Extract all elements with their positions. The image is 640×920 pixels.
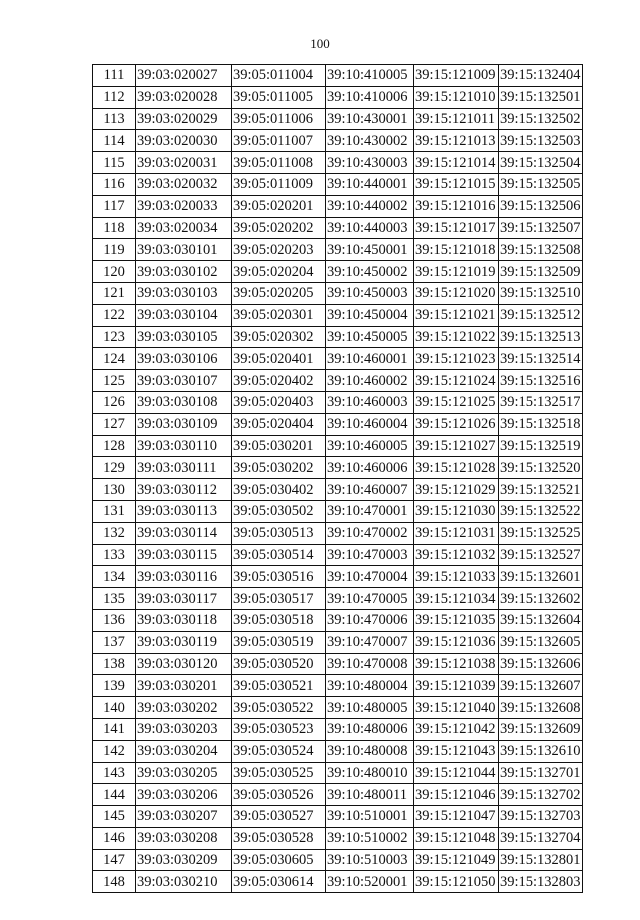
table-cell-code-col-5: 39:15:132522	[499, 500, 583, 522]
table-cell-code-col-5: 39:15:132606	[499, 653, 583, 675]
table-cell-code-col-1: 39:03:030111	[136, 457, 232, 479]
table-cell-row-number: 133	[93, 544, 136, 566]
table-cell-row-number: 131	[93, 500, 136, 522]
table-cell-code-col-2: 39:05:020402	[232, 370, 326, 392]
table-row	[93, 130, 583, 152]
table-row	[93, 522, 583, 544]
table-row	[93, 500, 583, 522]
table-cell-row-number: 139	[93, 675, 136, 697]
table-row	[93, 304, 583, 326]
table-cell-code-col-1: 39:03:020033	[136, 195, 232, 217]
table-cell-row-number: 148	[93, 871, 136, 893]
table-cell-code-col-5: 39:15:132505	[499, 173, 583, 195]
table-row	[93, 675, 583, 697]
table-cell-code-col-4: 39:15:121044	[414, 762, 499, 784]
table-cell-code-col-5: 39:15:132520	[499, 457, 583, 479]
table-cell-code-col-4: 39:15:121015	[414, 173, 499, 195]
table-cell-code-col-4: 39:15:121022	[414, 326, 499, 348]
table-row	[93, 631, 583, 653]
table-cell-code-col-5: 39:15:132517	[499, 391, 583, 413]
table-cell-code-col-2: 39:05:011005	[232, 86, 326, 108]
table-cell-code-col-5: 39:15:132513	[499, 326, 583, 348]
table-cell-code-col-1: 39:03:030208	[136, 827, 232, 849]
table-cell-code-col-5: 39:15:132801	[499, 849, 583, 871]
table-cell-code-col-3: 39:10:430002	[326, 130, 414, 152]
table-row	[93, 195, 583, 217]
table-cell-code-col-1: 39:03:030206	[136, 784, 232, 806]
table-cell-code-col-2: 39:05:020403	[232, 391, 326, 413]
table-row	[93, 588, 583, 610]
table-cell-code-col-1: 39:03:030114	[136, 522, 232, 544]
table-cell-code-col-1: 39:03:030119	[136, 631, 232, 653]
table-cell-code-col-3: 39:10:480006	[326, 718, 414, 740]
table-cell-code-col-2: 39:05:030201	[232, 435, 326, 457]
table-cell-row-number: 140	[93, 697, 136, 719]
table-cell-code-col-2: 39:05:030519	[232, 631, 326, 653]
table-cell-code-col-2: 39:05:020201	[232, 195, 326, 217]
page-number: 100	[310, 36, 330, 51]
table-cell-code-col-1: 39:03:030207	[136, 806, 232, 828]
table-cell-code-col-1: 39:03:030209	[136, 849, 232, 871]
table-cell-code-col-2: 39:05:030527	[232, 806, 326, 828]
table-cell-code-col-4: 39:15:121032	[414, 544, 499, 566]
table-cell-code-col-2: 39:05:020401	[232, 348, 326, 370]
table-cell-row-number: 143	[93, 762, 136, 784]
table-cell-code-col-4: 39:15:121009	[414, 65, 499, 87]
table-cell-code-col-3: 39:10:470006	[326, 609, 414, 631]
table-row	[93, 108, 583, 130]
table-cell-code-col-5: 39:15:132509	[499, 261, 583, 283]
table-cell-code-col-3: 39:10:480011	[326, 784, 414, 806]
table-row	[93, 173, 583, 195]
table-cell-code-col-5: 39:15:132803	[499, 871, 583, 893]
table-cell-code-col-5: 39:15:132504	[499, 152, 583, 174]
table-cell-row-number: 129	[93, 457, 136, 479]
table-cell-code-col-5: 39:15:132609	[499, 718, 583, 740]
table-row	[93, 762, 583, 784]
table-cell-code-col-2: 39:05:030202	[232, 457, 326, 479]
table-cell-code-col-4: 39:15:121036	[414, 631, 499, 653]
table-cell-code-col-5: 39:15:132601	[499, 566, 583, 588]
table-cell-code-col-1: 39:03:020032	[136, 173, 232, 195]
table-cell-code-col-2: 39:05:030521	[232, 675, 326, 697]
table-cell-code-col-4: 39:15:121024	[414, 370, 499, 392]
table-cell-row-number: 112	[93, 86, 136, 108]
table-cell-code-col-3: 39:10:470004	[326, 566, 414, 588]
table-cell-code-col-3: 39:10:470001	[326, 500, 414, 522]
table-cell-code-col-3: 39:10:480008	[326, 740, 414, 762]
table-cell-code-col-2: 39:05:030516	[232, 566, 326, 588]
table-cell-code-col-1: 39:03:030120	[136, 653, 232, 675]
table-cell-row-number: 113	[93, 108, 136, 130]
table-row	[93, 152, 583, 174]
table-row	[93, 261, 583, 283]
table-row	[93, 609, 583, 631]
table-row	[93, 871, 583, 893]
table-cell-code-col-5: 39:15:132518	[499, 413, 583, 435]
table-cell-code-col-4: 39:15:121014	[414, 152, 499, 174]
table-cell-code-col-1: 39:03:020031	[136, 152, 232, 174]
table-cell-code-col-3: 39:10:450001	[326, 239, 414, 261]
table-cell-row-number: 130	[93, 479, 136, 501]
table-cell-row-number: 126	[93, 391, 136, 413]
table-cell-code-col-1: 39:03:020034	[136, 217, 232, 239]
table-row	[93, 653, 583, 675]
table-cell-row-number: 127	[93, 413, 136, 435]
table-cell-code-col-3: 39:10:440003	[326, 217, 414, 239]
table-cell-row-number: 118	[93, 217, 136, 239]
table-cell-code-col-1: 39:03:030102	[136, 261, 232, 283]
table-cell-code-col-4: 39:15:121035	[414, 609, 499, 631]
table-cell-code-col-4: 39:15:121031	[414, 522, 499, 544]
table-cell-code-col-4: 39:15:121023	[414, 348, 499, 370]
table-row	[93, 479, 583, 501]
table-cell-code-col-3: 39:10:450005	[326, 326, 414, 348]
table-cell-code-col-2: 39:05:030513	[232, 522, 326, 544]
table-row	[93, 740, 583, 762]
table-row	[93, 86, 583, 108]
table-cell-code-col-1: 39:03:020027	[136, 65, 232, 87]
table-cell-code-col-3: 39:10:470007	[326, 631, 414, 653]
table-cell-code-col-3: 39:10:440001	[326, 173, 414, 195]
table-cell-code-col-5: 39:15:132508	[499, 239, 583, 261]
table-cell-code-col-4: 39:15:121040	[414, 697, 499, 719]
table-cell-code-col-3: 39:10:410005	[326, 65, 414, 87]
table-cell-code-col-2: 39:05:030524	[232, 740, 326, 762]
table-cell-code-col-1: 39:03:030106	[136, 348, 232, 370]
table-cell-code-col-4: 39:15:121029	[414, 479, 499, 501]
table-cell-code-col-1: 39:03:030104	[136, 304, 232, 326]
table-row	[93, 784, 583, 806]
table-cell-code-col-5: 39:15:132604	[499, 609, 583, 631]
table-cell-code-col-4: 39:15:121042	[414, 718, 499, 740]
table-cell-code-col-3: 39:10:450002	[326, 261, 414, 283]
table-cell-code-col-2: 39:05:011008	[232, 152, 326, 174]
table-cell-code-col-2: 39:05:011009	[232, 173, 326, 195]
table-cell-row-number: 125	[93, 370, 136, 392]
table-cell-code-col-3: 39:10:460006	[326, 457, 414, 479]
table-cell-code-col-5: 39:15:132516	[499, 370, 583, 392]
table-cell-code-col-2: 39:05:020301	[232, 304, 326, 326]
table-cell-code-col-5: 39:15:132514	[499, 348, 583, 370]
table-cell-code-col-5: 39:15:132404	[499, 65, 583, 87]
table-row	[93, 697, 583, 719]
table-cell-code-col-1: 39:03:030107	[136, 370, 232, 392]
table-row	[93, 544, 583, 566]
table-cell-code-col-1: 39:03:030109	[136, 413, 232, 435]
table-cell-code-col-5: 39:15:132525	[499, 522, 583, 544]
table-cell-code-col-4: 39:15:121027	[414, 435, 499, 457]
table-row	[93, 566, 583, 588]
table-cell-code-col-4: 39:15:121030	[414, 500, 499, 522]
table-cell-code-col-3: 39:10:410006	[326, 86, 414, 108]
table-cell-code-col-5: 39:15:132503	[499, 130, 583, 152]
table-cell-code-col-3: 39:10:480010	[326, 762, 414, 784]
table-cell-code-col-1: 39:03:030203	[136, 718, 232, 740]
table-row	[93, 239, 583, 261]
table-cell-row-number: 146	[93, 827, 136, 849]
table-cell-code-col-4: 39:15:121021	[414, 304, 499, 326]
table-cell-code-col-2: 39:05:011007	[232, 130, 326, 152]
table-cell-code-col-5: 39:15:132602	[499, 588, 583, 610]
table-cell-row-number: 117	[93, 195, 136, 217]
table-cell-code-col-4: 39:15:121018	[414, 239, 499, 261]
table-cell-code-col-4: 39:15:121050	[414, 871, 499, 893]
table-cell-row-number: 135	[93, 588, 136, 610]
table-cell-row-number: 132	[93, 522, 136, 544]
table-cell-code-col-5: 39:15:132502	[499, 108, 583, 130]
table-cell-row-number: 138	[93, 653, 136, 675]
table-cell-code-col-3: 39:10:470008	[326, 653, 414, 675]
table-cell-code-col-5: 39:15:132605	[499, 631, 583, 653]
table-cell-code-col-3: 39:10:470005	[326, 588, 414, 610]
table-cell-code-col-1: 39:03:030112	[136, 479, 232, 501]
table-cell-code-col-5: 39:15:132527	[499, 544, 583, 566]
table-cell-code-col-2: 39:05:030525	[232, 762, 326, 784]
cadastral-table	[92, 64, 583, 893]
table-cell-row-number: 122	[93, 304, 136, 326]
table-cell-code-col-4: 39:15:121020	[414, 282, 499, 304]
table-cell-code-col-2: 39:05:030605	[232, 849, 326, 871]
table-cell-code-col-4: 39:15:121048	[414, 827, 499, 849]
table-cell-row-number: 111	[93, 65, 136, 87]
table-body	[93, 65, 583, 893]
table-cell-code-col-5: 39:15:132703	[499, 806, 583, 828]
table-cell-code-col-1: 39:03:030105	[136, 326, 232, 348]
table-cell-code-col-5: 39:15:132510	[499, 282, 583, 304]
table-cell-code-col-4: 39:15:121046	[414, 784, 499, 806]
table-cell-code-col-1: 39:03:030117	[136, 588, 232, 610]
table-cell-row-number: 137	[93, 631, 136, 653]
table-cell-code-col-1: 39:03:030205	[136, 762, 232, 784]
table-cell-row-number: 116	[93, 173, 136, 195]
table-cell-row-number: 123	[93, 326, 136, 348]
table-cell-code-col-1: 39:03:030103	[136, 282, 232, 304]
table-cell-code-col-2: 39:05:011006	[232, 108, 326, 130]
table-row	[93, 391, 583, 413]
table-cell-code-col-2: 39:05:020203	[232, 239, 326, 261]
table-row	[93, 348, 583, 370]
table-cell-code-col-3: 39:10:520001	[326, 871, 414, 893]
table-cell-row-number: 136	[93, 609, 136, 631]
table-cell-code-col-4: 39:15:121025	[414, 391, 499, 413]
table-cell-code-col-2: 39:05:030402	[232, 479, 326, 501]
table-cell-code-col-4: 39:15:121028	[414, 457, 499, 479]
table-row	[93, 457, 583, 479]
table-cell-code-col-5: 39:15:132701	[499, 762, 583, 784]
table-cell-code-col-2: 39:05:020404	[232, 413, 326, 435]
table-cell-code-col-4: 39:15:121011	[414, 108, 499, 130]
table-cell-row-number: 128	[93, 435, 136, 457]
table-cell-code-col-3: 39:10:430003	[326, 152, 414, 174]
table-cell-code-col-4: 39:15:121047	[414, 806, 499, 828]
table-cell-code-col-2: 39:05:030526	[232, 784, 326, 806]
table-cell-code-col-1: 39:03:020029	[136, 108, 232, 130]
table-cell-code-col-3: 39:10:430001	[326, 108, 414, 130]
table-cell-code-col-3: 39:10:470003	[326, 544, 414, 566]
table-cell-code-col-1: 39:03:030204	[136, 740, 232, 762]
table-row	[93, 435, 583, 457]
table-cell-code-col-2: 39:05:030522	[232, 697, 326, 719]
table-cell-code-col-3: 39:10:460002	[326, 370, 414, 392]
table-cell-code-col-1: 39:03:030202	[136, 697, 232, 719]
table-cell-code-col-1: 39:03:030113	[136, 500, 232, 522]
table-cell-code-col-5: 39:15:132607	[499, 675, 583, 697]
table-cell-code-col-5: 39:15:132519	[499, 435, 583, 457]
table-row	[93, 827, 583, 849]
table-cell-code-col-2: 39:05:020302	[232, 326, 326, 348]
table-cell-row-number: 121	[93, 282, 136, 304]
table-cell-code-col-3: 39:10:470002	[326, 522, 414, 544]
table-cell-code-col-5: 39:15:132608	[499, 697, 583, 719]
table-cell-code-col-4: 39:15:121013	[414, 130, 499, 152]
table-cell-code-col-3: 39:10:460004	[326, 413, 414, 435]
table-cell-row-number: 134	[93, 566, 136, 588]
table-cell-code-col-3: 39:10:450004	[326, 304, 414, 326]
table-cell-code-col-3: 39:10:460003	[326, 391, 414, 413]
table-cell-row-number: 144	[93, 784, 136, 806]
table-cell-code-col-1: 39:03:020028	[136, 86, 232, 108]
table-cell-code-col-3: 39:10:440002	[326, 195, 414, 217]
table-cell-row-number: 114	[93, 130, 136, 152]
table-cell-code-col-2: 39:05:020202	[232, 217, 326, 239]
table-cell-code-col-3: 39:10:460001	[326, 348, 414, 370]
table-cell-code-col-1: 39:03:030116	[136, 566, 232, 588]
table-cell-code-col-4: 39:15:121019	[414, 261, 499, 283]
table-cell-code-col-1: 39:03:030110	[136, 435, 232, 457]
table-cell-code-col-5: 39:15:132521	[499, 479, 583, 501]
table-cell-code-col-4: 39:15:121010	[414, 86, 499, 108]
table-cell-code-col-2: 39:05:020204	[232, 261, 326, 283]
table-cell-code-col-3: 39:10:510001	[326, 806, 414, 828]
table-cell-code-col-2: 39:05:030520	[232, 653, 326, 675]
table-row	[93, 282, 583, 304]
table-cell-code-col-3: 39:10:510003	[326, 849, 414, 871]
table-cell-code-col-1: 39:03:030201	[136, 675, 232, 697]
table-cell-code-col-4: 39:15:121026	[414, 413, 499, 435]
table-cell-code-col-2: 39:05:030523	[232, 718, 326, 740]
table-cell-row-number: 142	[93, 740, 136, 762]
table-cell-code-col-2: 39:05:030517	[232, 588, 326, 610]
table-cell-code-col-1: 39:03:020030	[136, 130, 232, 152]
table-cell-code-col-4: 39:15:121016	[414, 195, 499, 217]
table-cell-code-col-4: 39:15:121017	[414, 217, 499, 239]
table-row	[93, 370, 583, 392]
table-row	[93, 849, 583, 871]
table-cell-code-col-4: 39:15:121043	[414, 740, 499, 762]
table-cell-row-number: 115	[93, 152, 136, 174]
table-cell-code-col-5: 39:15:132506	[499, 195, 583, 217]
table-cell-row-number: 147	[93, 849, 136, 871]
table-cell-code-col-2: 39:05:011004	[232, 65, 326, 87]
table-cell-code-col-4: 39:15:121038	[414, 653, 499, 675]
table-row	[93, 65, 583, 87]
table-cell-code-col-3: 39:10:480005	[326, 697, 414, 719]
table-row	[93, 413, 583, 435]
table-cell-code-col-5: 39:15:132610	[499, 740, 583, 762]
table-cell-code-col-2: 39:05:030614	[232, 871, 326, 893]
table-cell-code-col-5: 39:15:132512	[499, 304, 583, 326]
table-cell-code-col-3: 39:10:510002	[326, 827, 414, 849]
table-cell-code-col-1: 39:03:030118	[136, 609, 232, 631]
table-cell-code-col-4: 39:15:121034	[414, 588, 499, 610]
table-cell-code-col-1: 39:03:030115	[136, 544, 232, 566]
table-cell-code-col-4: 39:15:121033	[414, 566, 499, 588]
table-cell-row-number: 119	[93, 239, 136, 261]
table-cell-code-col-5: 39:15:132507	[499, 217, 583, 239]
table-row	[93, 718, 583, 740]
table-row	[93, 806, 583, 828]
table-cell-code-col-1: 39:03:030210	[136, 871, 232, 893]
table-row	[93, 217, 583, 239]
table-cell-row-number: 141	[93, 718, 136, 740]
table-cell-code-col-3: 39:10:460005	[326, 435, 414, 457]
table-cell-code-col-1: 39:03:030108	[136, 391, 232, 413]
table-cell-code-col-5: 39:15:132702	[499, 784, 583, 806]
table-cell-code-col-5: 39:15:132704	[499, 827, 583, 849]
table-cell-code-col-4: 39:15:121039	[414, 675, 499, 697]
table-cell-row-number: 120	[93, 261, 136, 283]
table-row	[93, 326, 583, 348]
table-cell-code-col-3: 39:10:450003	[326, 282, 414, 304]
table-cell-code-col-2: 39:05:030502	[232, 500, 326, 522]
table-cell-code-col-2: 39:05:030514	[232, 544, 326, 566]
table-cell-row-number: 124	[93, 348, 136, 370]
table-cell-code-col-3: 39:10:460007	[326, 479, 414, 501]
table-cell-code-col-3: 39:10:480004	[326, 675, 414, 697]
table-cell-row-number: 145	[93, 806, 136, 828]
table-cell-code-col-4: 39:15:121049	[414, 849, 499, 871]
table-cell-code-col-1: 39:03:030101	[136, 239, 232, 261]
table-cell-code-col-2: 39:05:030528	[232, 827, 326, 849]
table-cell-code-col-5: 39:15:132501	[499, 86, 583, 108]
table-cell-code-col-2: 39:05:030518	[232, 609, 326, 631]
table-cell-code-col-2: 39:05:020205	[232, 282, 326, 304]
